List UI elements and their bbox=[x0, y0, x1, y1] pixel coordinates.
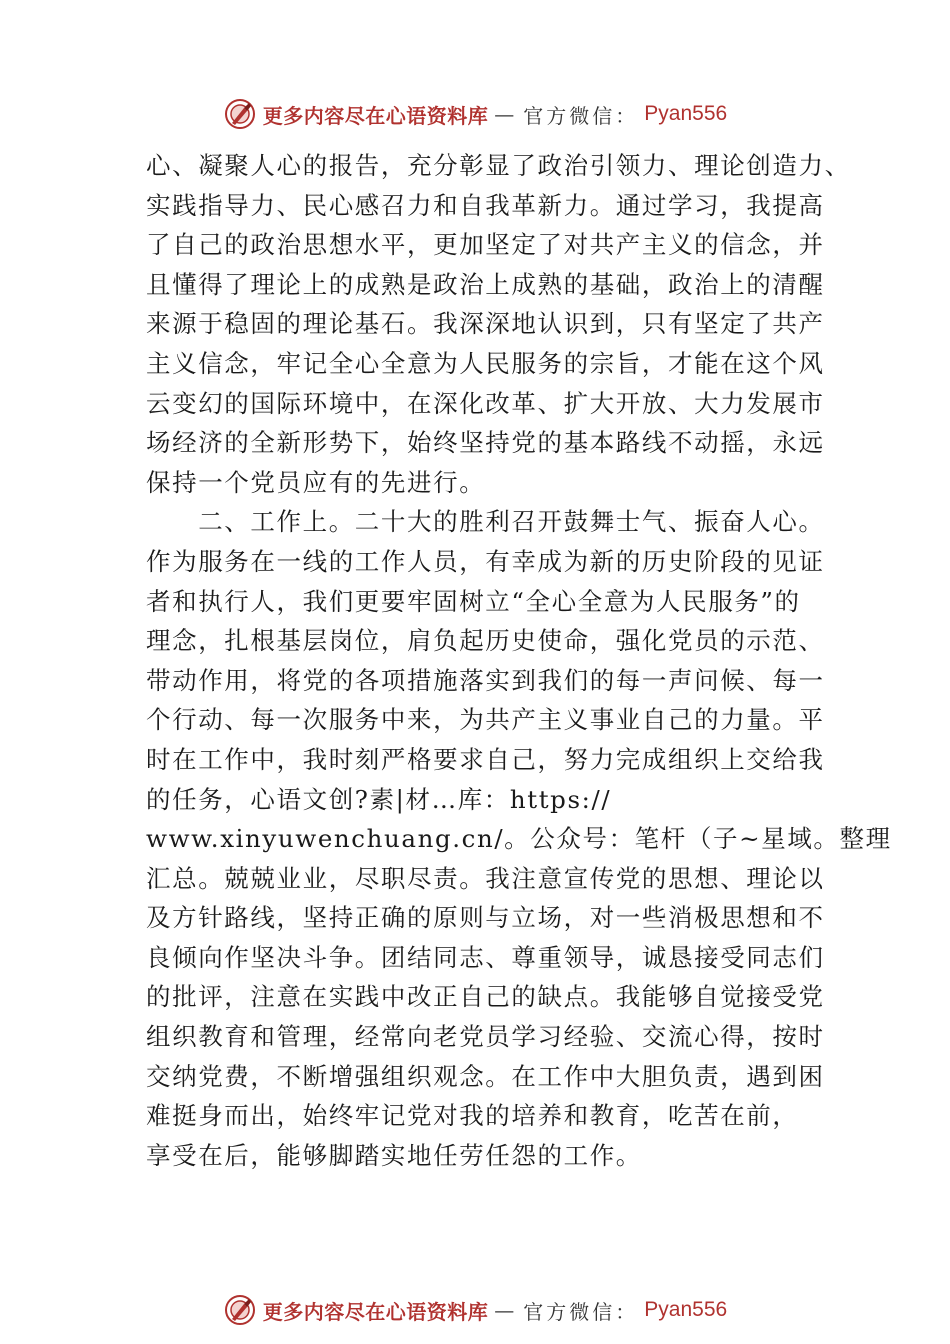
text-line: 者和执行人，我们更要牢固树立“全心全意为人民服务”的 bbox=[146, 586, 801, 616]
text-line: 场经济的全新形势下，始终坚持党的基本路线不动摇，永远 bbox=[146, 428, 825, 458]
text-line: 云变幻的国际环境中，在深化改革、扩大开放、大力发展市 bbox=[146, 388, 825, 418]
text-line: 来源于稳固的理论基石。我深深地认识到，只有坚定了共产 bbox=[146, 309, 825, 339]
text-line: 交纳党费，不断增强组织观念。在工作中大胆负责，遇到困 bbox=[146, 1061, 825, 1091]
text-line: 心、凝聚人心的报告，充分彰显了政治引领力、理论创造力、 bbox=[146, 151, 851, 180]
text-line: 汇总。兢兢业业，尽职尽责。我注意宣传党的思想、理论以 bbox=[146, 863, 825, 893]
text-line: 实践指导力、民心感召力和自我革新力。通过学习，我提高 bbox=[146, 190, 825, 220]
banner-library-text: 更多内容尽在心语资料库 bbox=[262, 103, 489, 128]
text-line: 的批评，注意在实践中改正自己的缺点。我能够自觉接受党 bbox=[146, 982, 825, 1012]
banner-wechat-label: 官方微信： bbox=[523, 1299, 639, 1324]
text-line: www.xinyuwenchuang.cn/。公众号：笔杆（子~星域。整理 bbox=[146, 824, 892, 854]
text-line: 且懂得了理论上的成熟是政治上成熟的基础，政治上的清醒 bbox=[146, 269, 825, 299]
footer-banner bbox=[0, 1290, 950, 1330]
text-line: 带动作用，将党的各项措施落实到我们的每一声问候、每一 bbox=[146, 665, 825, 695]
text-line: 组织教育和管理，经常向老党员学习经验、交流心得，按时 bbox=[146, 1022, 825, 1052]
banner-wechat-label: 官方微信： bbox=[523, 103, 639, 128]
text-line: 主义信念，牢记全心全意为人民服务的宗旨，才能在这个风 bbox=[146, 348, 825, 378]
text-line: 的任务，心语文创?素|材…库：https:// bbox=[146, 784, 612, 814]
banner-wechat-id: Pyan556 bbox=[644, 102, 728, 125]
document-body bbox=[146, 146, 892, 1175]
text-line: 及方针路线，坚持正确的原则与立场，对一些消极思想和不 bbox=[146, 903, 825, 933]
text-line: 良倾向作坚决斗争。团结同志、尊重领导，诚恳接受同志们 bbox=[146, 942, 825, 972]
text-line: 时在工作中，我时刻严格要求自己，努力完成组织上交给我 bbox=[146, 744, 825, 774]
banner-dash: — bbox=[494, 1298, 518, 1322]
text-line: 作为服务在一线的工作人员，有幸成为新的历史阶段的见证 bbox=[146, 546, 825, 576]
banner-wechat-id: Pyan556 bbox=[644, 1298, 728, 1321]
pen-nib-logo-icon bbox=[223, 1293, 257, 1327]
text-line: 理念，扎根基层岗位，肩负起历史使命，强化党员的示范、 bbox=[146, 626, 825, 656]
text-line: 了自己的政治思想水平，更加坚定了对共产主义的信念，并 bbox=[146, 230, 825, 260]
text-line: 享受在后，能够脚踏实地任劳任怨的工作。 bbox=[146, 1140, 642, 1170]
text-line: 保持一个党员应有的先进行。 bbox=[146, 467, 486, 497]
banner-dash: — bbox=[494, 102, 518, 126]
pen-nib-logo-icon bbox=[223, 97, 257, 131]
banner-library-text: 更多内容尽在心语资料库 bbox=[262, 1299, 489, 1324]
header-banner bbox=[0, 94, 950, 134]
text-line: 个行动、每一次服务中来，为共产主义事业自己的力量。平 bbox=[146, 705, 825, 735]
text-line: 二、工作上。二十大的胜利召开鼓舞士气、振奋人心。 bbox=[146, 507, 825, 537]
text-line: 难挺身而出，始终牢记党对我的培养和教育，吃苦在前， bbox=[146, 1101, 799, 1131]
